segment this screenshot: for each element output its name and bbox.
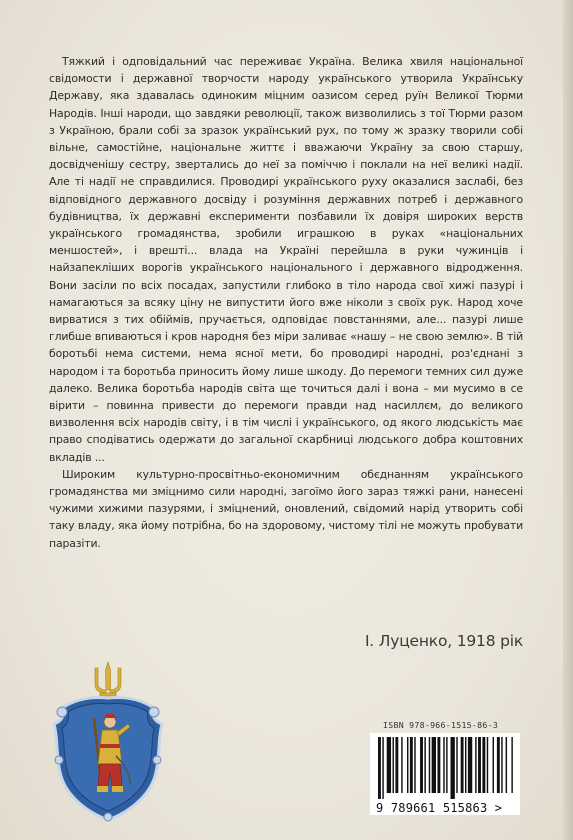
main-text — [49, 53, 523, 552]
author-signature: І. Луценко, 1918 рік — [364, 632, 523, 650]
trident-icon — [95, 662, 121, 696]
cover-edge — [563, 0, 573, 840]
isbn-label: ISBN 978-966-1515-86-3 — [383, 720, 499, 730]
barcode-digits: 9 789661 515863 > — [376, 801, 503, 815]
paragraph-1: Тяжкий і одповідальний час переживає Україна. Велика хвиля національної свідомости і державної творчости народу українського утворила Українську Державу, яка здавалась одиноким міцним оазисом серед руїн Великої Тюрми Народів. Інші народи, що завдяки революції, також визволились з тої Тюрми разом з Україною, брали собі за зразок український рух, по тому ж зразку творили собі вільне, самостійне, національне життє і вважаючи Україну за свою старшу, досвідченішу сестру, звертались до неї за поміччю і поклали на неї великі надії. Але ті надії не справдилися. Проводирі українського руху оказалися заслабі, без відповідного державного досвіду і розуміння державних потреб і державного будівництва, їх державні експерименти позбавили їх довіря широких верств українського громадянства, зробили играшкою в руках «національних меншостей», і врешті... влада на Україні перейшла в руки чужинців і найзапекліших ворогів українського національного і державного відродження. Вони засіли по всіх посадах, запустили глибоко в тіло народа свої хижі пазурі і намагаються за всяку ціну не випустити його вже ніколи з своїх рук. Народ хоче вирватися з тих обіймів, пручається, одповідає повстаннями, але... пазурі лише глибше впиваються і кров народня без міри заливає «нашу – не свою землю». В тій боротьбі нема системи, нема ясної мети, бо проводирі народні, роз'єднані з народом і та боротьба приносить йому лише шкоду. До перемоги темних сил дуже далеко. Велика боротьба народів світа ще точиться далі і вона – ми мусимо в се вірити – повинна привести до перемоги правди над насиллєм, до великого визволення всіх народів світу, і в тім числі і українського, од якого людськість має право сподіватись одержати до загальної скарбниці людського добра коштовних вкладів ... — [49, 55, 523, 464]
coat-of-arms-cossack-icon — [50, 660, 166, 822]
paragraph-2: Широким культурно-просвітньо-економичним обєднанням українського громадянства ми зміцнимо сили народні, загоїмо його зараз тяжкі рани, нанесені чужими хижими пазурями, і зміцнений, оновлений, свідомий нарід утворить собі таку владу, яка йому потрібна, бо на здоровому, чистому тілі не можуть пробувати паразіти. — [49, 467, 523, 550]
